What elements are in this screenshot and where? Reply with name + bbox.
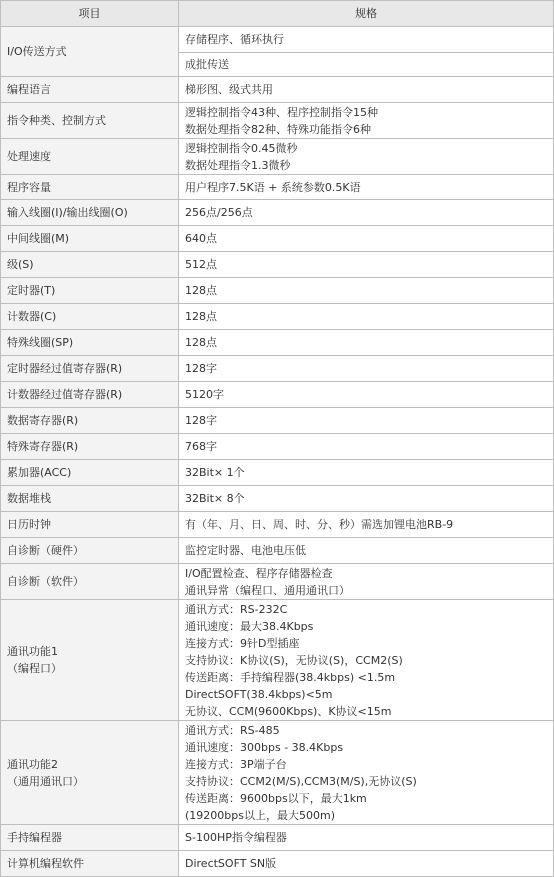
row-label-line: 计数器(C): [7, 310, 57, 323]
row-label: [1, 538, 179, 564]
row-value-line: 连接方式：3P端子台: [185, 757, 287, 771]
row-label: [1, 330, 179, 356]
row-value-line: 32Bit× 1个: [185, 466, 245, 479]
row-label: [1, 486, 179, 512]
row-value-line: 768字: [185, 440, 217, 453]
row-label: [1, 721, 179, 825]
row-value-line: S-100HP指令编程器: [185, 831, 287, 844]
row-label: [1, 600, 179, 721]
row-label: [1, 77, 179, 103]
row-value-line: 128字: [185, 362, 217, 375]
row-value-line: 无协议、CCM(9600Kbps)、K协议<15m: [185, 704, 392, 718]
row-label: [1, 304, 179, 330]
table-row: [1, 77, 554, 103]
row-value-line: DirectSOFT(38.4kbps)<5m: [185, 687, 333, 701]
table-row: [1, 139, 554, 175]
row-label-line: 计数器经过值寄存器(R): [7, 388, 123, 401]
row-value-line: 支持协议：K协议(S)，无协议(S)，CCM2(S): [185, 653, 403, 667]
row-label-line: 中间线圈(M): [7, 232, 70, 245]
row-value: [179, 356, 554, 382]
row-value: [179, 538, 554, 564]
row-label: [1, 27, 179, 77]
row-value-line: 256点/256点: [185, 206, 253, 219]
row-value-line: I/O配置检查、程序存储器检查: [185, 566, 333, 580]
table-row: [1, 304, 554, 330]
row-value: [179, 460, 554, 486]
row-value: [179, 851, 554, 877]
row-value-line: 用户程序7.5K语 + 系统参数0.5K语: [185, 180, 361, 194]
row-value: [179, 825, 554, 851]
row-value: [179, 721, 554, 825]
row-value-line: 传送距离：9600bps以下，最大1km: [185, 791, 367, 805]
row-value: [179, 512, 554, 538]
row-value-line: 存储程序、循环执行: [185, 33, 284, 46]
row-label: [1, 175, 179, 200]
table-row: [1, 460, 554, 486]
row-value: [179, 53, 554, 77]
table-row: [1, 330, 554, 356]
table-row: [1, 564, 554, 600]
row-label-line: 编程语言: [7, 83, 51, 96]
table-row: [1, 486, 554, 512]
row-value-line: 传送距离：手持编程器(38.4kbps) <1.5m: [185, 670, 396, 684]
row-label-line: 数据寄存器(R): [7, 414, 79, 427]
row-label: [1, 434, 179, 460]
row-value-line: 128点: [185, 336, 217, 349]
row-label-line: 累加器(ACC): [7, 466, 72, 479]
row-value-line: 有（年、月、日、周、时、分、秒）需选加锂电池RB-9: [185, 518, 454, 531]
table-row: [1, 252, 554, 278]
row-label: [1, 512, 179, 538]
table-row: [1, 434, 554, 460]
table-row: [1, 175, 554, 200]
row-value-line: 128点: [185, 310, 217, 323]
row-label: [1, 356, 179, 382]
row-label-line: 自诊断（软件）: [7, 575, 84, 588]
row-label-line: 通讯功能1: [7, 645, 58, 658]
table-row: [1, 825, 554, 851]
row-value: [179, 486, 554, 512]
row-value: [179, 27, 554, 53]
row-label-line: 数据堆栈: [7, 492, 51, 505]
row-label: [1, 851, 179, 877]
row-label: [1, 460, 179, 486]
row-value: [179, 600, 554, 721]
row-value-line: DirectSOFT SN版: [185, 857, 277, 870]
table-header-row: [1, 1, 554, 27]
table-row: [1, 600, 554, 721]
table-row: [1, 851, 554, 877]
row-value-line: 成批传送: [185, 58, 229, 71]
row-value: [179, 330, 554, 356]
row-value: [179, 252, 554, 278]
table-row: [1, 538, 554, 564]
table-body: [1, 27, 554, 877]
row-label-line: （通用通讯口）: [7, 774, 84, 788]
row-value-line: 逻辑控制指令43种、程序控制指令15种: [185, 105, 378, 119]
row-label: [1, 278, 179, 304]
row-label: [1, 252, 179, 278]
row-value-line: 监控定时器、电池电压低: [185, 544, 306, 557]
table-row: [1, 27, 554, 53]
table-row: [1, 200, 554, 226]
row-label: [1, 139, 179, 175]
row-value: [179, 200, 554, 226]
row-label-line: 输入线圈(I)/输出线圈(O): [7, 206, 128, 219]
row-label-line: 通讯功能2: [7, 757, 58, 771]
row-value: [179, 103, 554, 139]
row-label-line: 定时器经过值寄存器(R): [7, 362, 123, 375]
row-value-line: 梯形图、级式共用: [185, 83, 273, 96]
row-value-line: 数据处理指令82种、特殊功能指令6种: [185, 122, 371, 136]
row-value-line: 数据处理指令1.3微秒: [185, 158, 291, 172]
row-value-line: 通讯速度：最大38.4Kbps: [185, 619, 314, 633]
row-value-line: 通讯方式：RS-232C: [185, 602, 288, 616]
row-value: [179, 304, 554, 330]
row-label-line: 处理速度: [7, 150, 51, 163]
row-value-line: 32Bit× 8个: [185, 492, 245, 505]
table-row: [1, 278, 554, 304]
row-value-line: 通讯速度：300bps - 38.4Kbps: [185, 740, 344, 754]
row-value-line: 5120字: [185, 388, 224, 401]
row-label: [1, 382, 179, 408]
row-value-line: 640点: [185, 232, 217, 245]
row-value: [179, 175, 554, 200]
row-label: [1, 200, 179, 226]
row-value: [179, 382, 554, 408]
row-value: [179, 77, 554, 103]
row-label: [1, 408, 179, 434]
row-value: [179, 226, 554, 252]
table-row: [1, 382, 554, 408]
row-label-line: 手持编程器: [7, 831, 62, 844]
table-row: [1, 356, 554, 382]
row-value-line: 支持协议：CCM2(M/S),CCM3(M/S),无协议(S): [185, 774, 417, 788]
row-label-line: I/O传送方式: [7, 45, 67, 58]
header-spec: 规格: [179, 1, 554, 27]
row-value-line: 128点: [185, 284, 217, 297]
row-label-line: 特殊线圈(SP): [7, 336, 74, 349]
row-label-line: 特殊寄存器(R): [7, 440, 79, 453]
table-row: [1, 721, 554, 825]
row-label-line: 程序容量: [7, 180, 51, 194]
row-value-line: 通讯方式：RS-485: [185, 723, 280, 737]
row-value: [179, 564, 554, 600]
row-value-line: 128字: [185, 414, 217, 427]
row-value-line: 连接方式：9针D型插座: [185, 636, 300, 650]
row-value: [179, 434, 554, 460]
table-row: [1, 408, 554, 434]
row-value-line: 512点: [185, 258, 217, 271]
row-value: [179, 278, 554, 304]
row-label-line: （编程口）: [7, 662, 62, 675]
row-label: [1, 564, 179, 600]
row-label-line: 计算机编程软件: [7, 857, 84, 870]
row-value-line: 通讯异常（编程口、通用通讯口）: [185, 583, 350, 597]
table-row: [1, 226, 554, 252]
row-label: [1, 825, 179, 851]
row-label-line: 指令种类、控制方式: [7, 114, 106, 127]
row-value-line: 逻辑控制指令0.45微秒: [185, 141, 298, 155]
row-value: [179, 408, 554, 434]
table-row: [1, 512, 554, 538]
row-label-line: 级(S): [7, 258, 34, 271]
row-label-line: 自诊断（硬件）: [7, 544, 84, 557]
header-item: 项目: [1, 1, 179, 27]
row-value-line: (19200bps以上，最大500m): [185, 808, 335, 822]
row-label-line: 日历时钟: [7, 518, 51, 531]
row-label: [1, 226, 179, 252]
row-label-line: 定时器(T): [7, 284, 56, 297]
row-label: [1, 103, 179, 139]
table-row: [1, 103, 554, 139]
row-value: [179, 139, 554, 175]
